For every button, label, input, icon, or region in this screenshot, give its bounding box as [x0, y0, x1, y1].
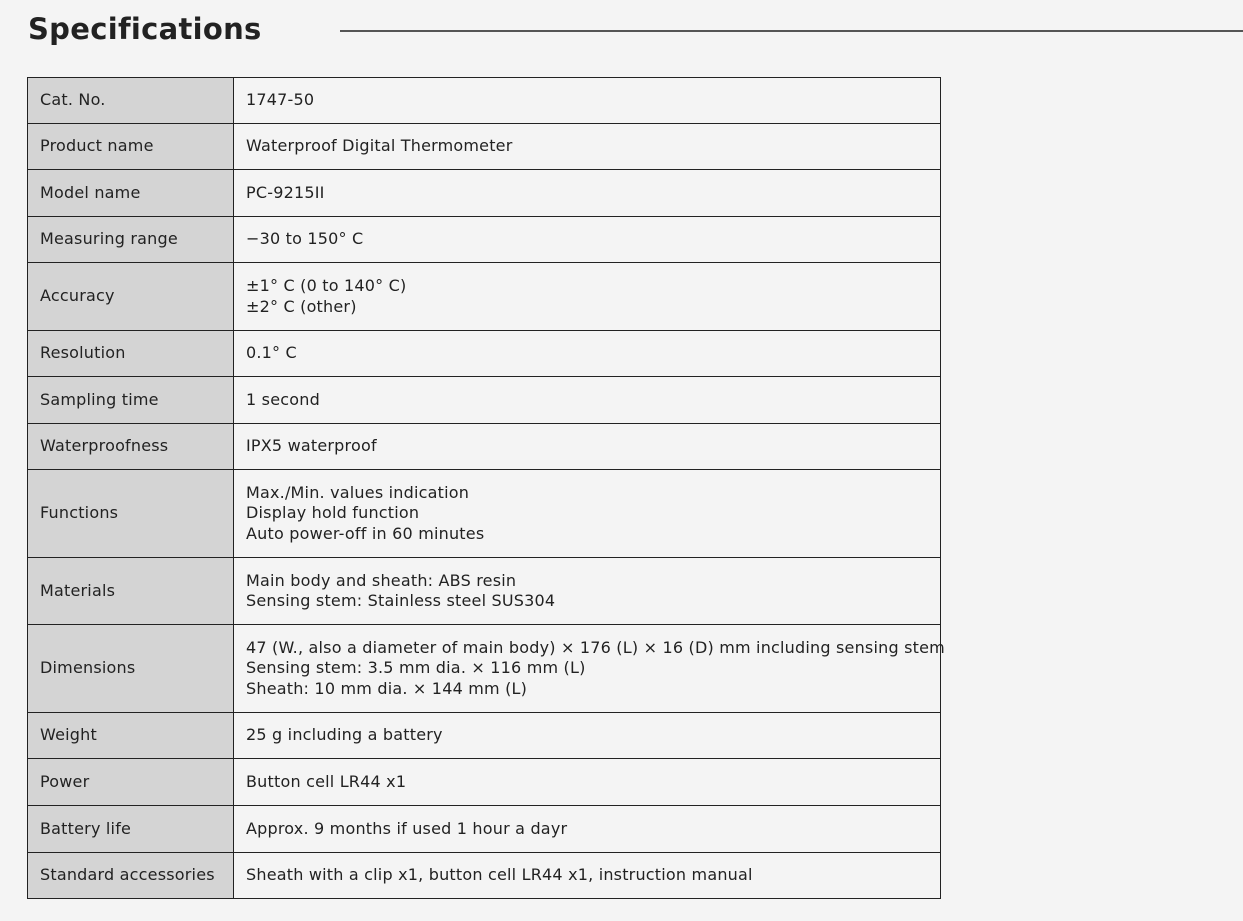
spec-row — [28, 331, 941, 377]
spec-value-line: Display hold function — [246, 503, 420, 523]
spec-row — [28, 470, 941, 558]
spec-value-line: Sheath with a clip x1, button cell LR44 x1, instruction manual — [246, 865, 753, 885]
spec-label: Functions — [28, 470, 234, 558]
spec-value — [234, 124, 941, 170]
spec-value-line: Max./Min. values indication — [246, 482, 470, 502]
spec-label: Standard accessories — [28, 853, 234, 899]
spec-label: Battery life — [28, 806, 234, 853]
spec-label: Accuracy — [28, 263, 234, 331]
spec-label: Model name — [28, 170, 234, 217]
spec-row — [28, 170, 941, 217]
spec-value — [234, 759, 941, 806]
spec-value-line: 47 (W., also a diameter of main body) × 176 (L) × 16 (D) mm including sensing stem — [246, 637, 945, 657]
spec-value-line: 25 g including a battery — [246, 725, 443, 745]
spec-value — [234, 424, 941, 470]
spec-value-line: Sheath: 10 mm dia. × 144 mm (L) — [246, 678, 528, 698]
spec-value — [234, 853, 941, 899]
spec-value-line: ±1° C (0 to 140° C) — [246, 276, 407, 295]
spec-value-line: −30 to 150° C — [246, 229, 364, 249]
spec-row — [28, 377, 941, 424]
spec-value-line: ±2° C (other) — [246, 296, 357, 316]
spec-value — [234, 217, 941, 263]
spec-value-line: Approx. 9 months if used 1 hour a dayr — [246, 818, 568, 838]
spec-value — [234, 263, 941, 331]
spec-label: Cat. No. — [28, 78, 234, 124]
spec-label: Power — [28, 759, 234, 806]
spec-row — [28, 263, 941, 331]
spec-row — [28, 853, 941, 899]
spec-row — [28, 806, 941, 853]
heading-divider — [340, 30, 1243, 32]
page-title: Specifications — [28, 12, 262, 46]
spec-label: Resolution — [28, 331, 234, 377]
specifications-table — [27, 77, 945, 899]
spec-value-line: Sensing stem: 3.5 mm dia. × 116 mm (L) — [246, 658, 586, 678]
spec-row — [28, 713, 941, 759]
spec-label: Waterproofness — [28, 424, 234, 470]
spec-value — [234, 78, 941, 124]
spec-row — [28, 217, 941, 263]
spec-value — [234, 806, 941, 853]
spec-value — [234, 470, 941, 558]
spec-value-line: Sensing stem: Stainless steel SUS304 — [246, 591, 556, 610]
spec-value-line: 1747-50 — [246, 90, 315, 110]
spec-value-line: 0.1° C — [246, 343, 297, 363]
spec-value — [234, 558, 941, 625]
spec-row — [28, 759, 941, 806]
spec-label: Dimensions — [28, 625, 234, 713]
spec-label: Product name — [28, 124, 234, 170]
spec-row — [28, 78, 941, 124]
spec-value-line: Main body and sheath: ABS resin — [246, 570, 517, 590]
spec-label: Weight — [28, 713, 234, 759]
spec-value-line: Button cell LR44 x1 — [246, 771, 407, 791]
spec-value-line: Waterproof Digital Thermometer — [246, 136, 513, 156]
spec-value — [234, 713, 941, 759]
spec-label: Measuring range — [28, 217, 234, 263]
spec-value-line: Auto power-off in 60 minutes — [246, 523, 485, 543]
spec-row — [28, 625, 941, 713]
spec-value-line: 1 second — [246, 389, 320, 409]
spec-value-line: PC-9215II — [246, 182, 325, 202]
spec-row — [28, 124, 941, 170]
spec-label: Sampling time — [28, 377, 234, 424]
spec-value — [234, 331, 941, 377]
spec-label: Materials — [28, 558, 234, 625]
spec-value — [234, 377, 941, 424]
specifications-table-body — [28, 78, 945, 899]
spec-value — [234, 625, 945, 713]
spec-row — [28, 558, 941, 625]
spec-value — [234, 170, 941, 217]
spec-row — [28, 424, 941, 470]
spec-value-line: IPX5 waterproof — [246, 436, 377, 456]
